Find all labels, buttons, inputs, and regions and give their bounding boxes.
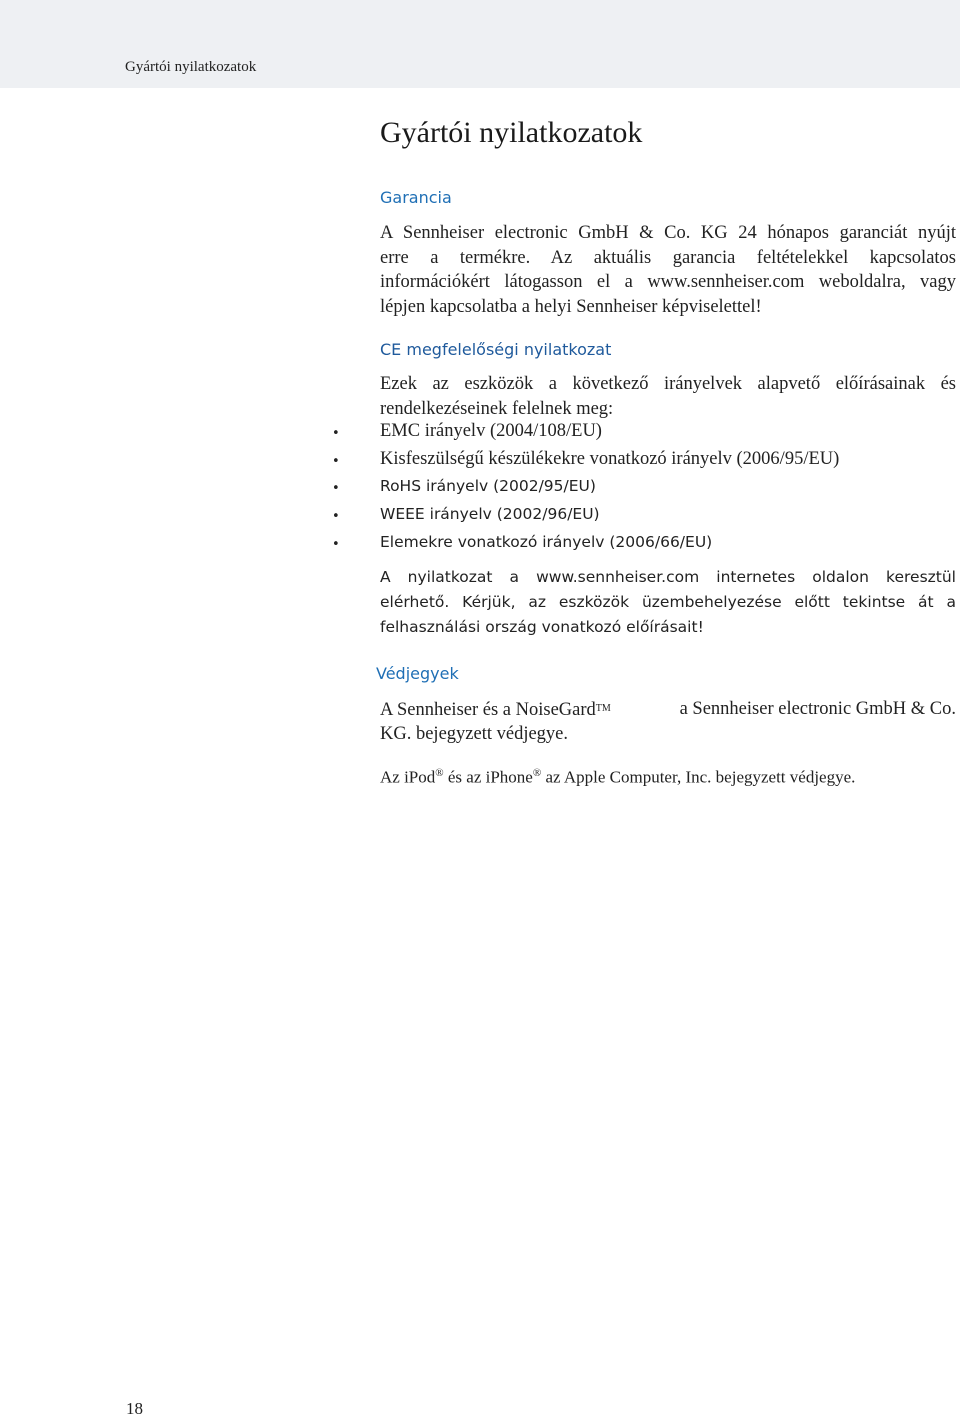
bullet-icon: • [332, 454, 340, 469]
bullet-icon: • [332, 481, 340, 496]
page-number: 18 [126, 1399, 143, 1418]
trademark-text: A Sennheiser és a NoiseGard [380, 700, 596, 720]
ce-intro-line: rendelkezéseinek felelnek meg: [380, 398, 614, 419]
tm-mark: TM [595, 703, 611, 714]
vedjegyek-heading: Védjegyek [376, 664, 459, 683]
garancia-paragraph [380, 221, 956, 319]
trademark-paragraph [380, 697, 956, 746]
ce-outro [380, 565, 956, 640]
ce-intro [380, 372, 956, 421]
running-header [0, 0, 960, 88]
apple-trademark-line [380, 767, 855, 788]
list-item [332, 533, 952, 561]
list-item [332, 449, 952, 477]
apple-text: és az iPhone [443, 767, 533, 787]
ce-intro-line: Ezek az eszközök a következő irányelvek alapvető előírásainak és [380, 374, 956, 394]
garancia-line: lépjen kapcsolatba a helyi Sennheiser képviselettel! [380, 296, 762, 317]
apple-text: Az iPod [380, 767, 436, 787]
running-header-title: Gyártói nyilatkozatok [125, 59, 257, 75]
bullet-icon: • [332, 426, 340, 441]
apple-text: az Apple Computer, Inc. bejegyzett védjegye. [541, 767, 856, 787]
garancia-heading: Garancia [380, 188, 452, 207]
page-title: Gyártói nyilatkozatok [380, 116, 643, 149]
list-item-text: Kisfeszülségű készülékekre vonatkozó irányelv (2006/95/EU) [380, 449, 840, 469]
bullet-icon: • [332, 537, 340, 552]
list-item [332, 477, 952, 505]
trademark-owner: a Sennheiser electronic GmbH & Co. [679, 699, 956, 719]
registered-mark: ® [435, 767, 444, 779]
list-item [332, 421, 952, 449]
ce-outro-line: A nyilatkozat a www.sennheiser.com internetes oldalon keresztül [380, 568, 956, 586]
ce-outro-line: felhasználási ország vonatkozó előírásait! [380, 618, 704, 636]
list-item-text: RoHS irányelv (2002/95/EU) [380, 477, 596, 495]
garancia-line: erre a termékre. Az aktuális garancia feltételekkel kapcsolatos [380, 247, 956, 268]
trademark-line: KG. bejegyzett védjegye. [380, 723, 569, 744]
list-item [332, 505, 952, 533]
ce-heading: CE megfelelőségi nyilatkozat [380, 340, 612, 359]
list-item-text: Elemekre vonatkozó irányelv (2006/66/EU) [380, 533, 713, 551]
garancia-line: információkért látogasson el a www.sennheiser.com weboldalra, vagy [380, 272, 956, 292]
trademark-line [380, 697, 956, 722]
bullet-icon: • [332, 509, 340, 524]
ce-outro-line: elérhető. Kérjük, az eszközök üzembehelyezése előtt tekintse át a [380, 593, 956, 611]
list-item-text: WEEE irányelv (2002/96/EU) [380, 505, 600, 523]
list-item-text: EMC irányelv (2004/108/EU) [380, 421, 602, 441]
garancia-line: A Sennheiser electronic GmbH & Co. KG 24 hónapos garanciát nyújt [380, 223, 956, 243]
registered-mark: ® [532, 767, 542, 779]
